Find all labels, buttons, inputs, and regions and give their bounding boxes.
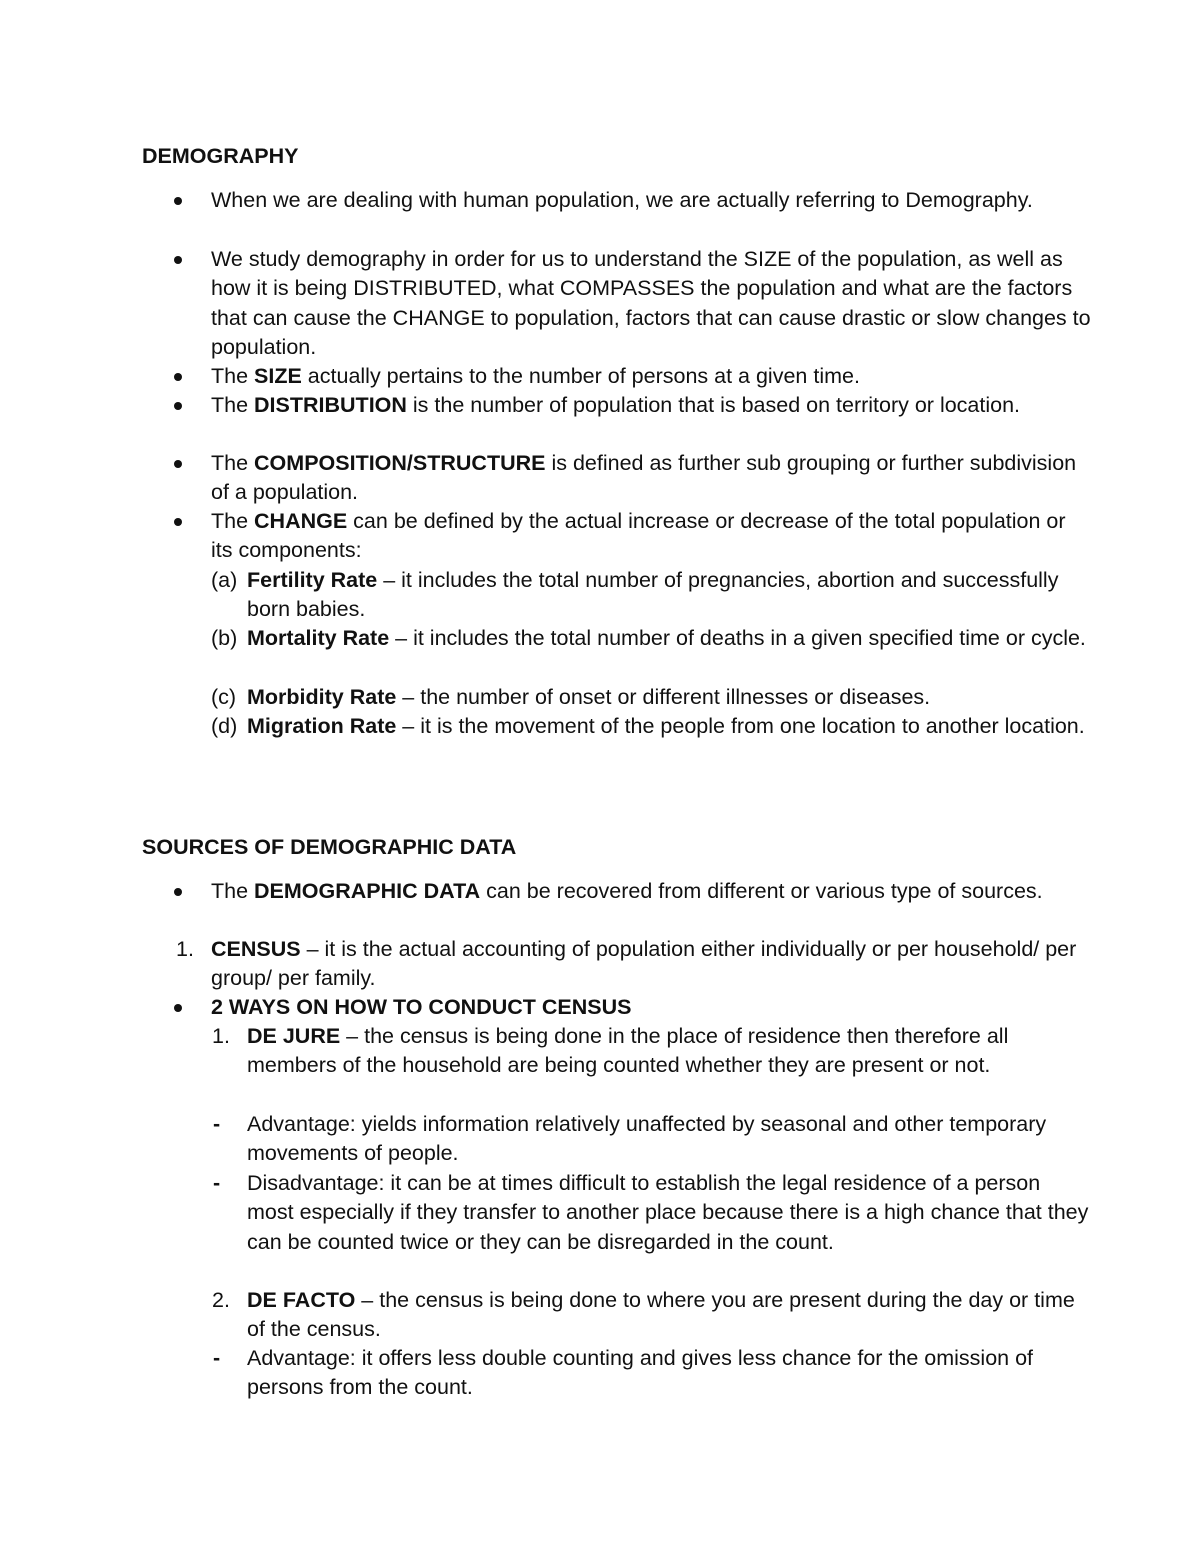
item-text: When we are dealing with human population, we are actually referring to Demography. xyxy=(211,188,1033,212)
item-marker: - xyxy=(213,1171,221,1195)
term-size: SIZE xyxy=(254,364,302,388)
numbered-item xyxy=(212,1286,1092,1345)
list-item xyxy=(211,245,1091,362)
section-title-sources: SOURCES OF DEMOGRAPHIC DATA xyxy=(142,835,517,859)
item-text: – it is the actual accounting of population either individually or per household/ per group/ per family. xyxy=(211,937,1077,991)
bullet-icon xyxy=(174,256,182,264)
item-text: Advantage: it offers less double counting and gives less chance for the omission of persons from the count. xyxy=(247,1346,1034,1400)
list-item xyxy=(211,391,1091,420)
term-distribution: DISTRIBUTION xyxy=(254,393,407,417)
bullet-icon xyxy=(174,402,182,410)
item-text: The xyxy=(211,879,255,903)
bullet-icon xyxy=(174,197,182,205)
term-morbidity-rate: Morbidity Rate xyxy=(247,685,397,709)
numbered-item xyxy=(176,935,1091,994)
list-item xyxy=(211,507,1091,566)
item-marker: 1. xyxy=(176,937,194,961)
item-text: The xyxy=(211,451,255,475)
item-text: – the census is being done in the place of residence then therefore all members of the household are being counted whether they are present or not. xyxy=(247,1024,1009,1078)
term-fertility-rate: Fertility Rate xyxy=(247,568,378,592)
bullet-icon xyxy=(174,888,182,896)
item-marker: (a) xyxy=(211,568,238,592)
dash-item xyxy=(213,1110,1092,1169)
dash-item xyxy=(213,1169,1092,1257)
term-de-jure: DE JURE xyxy=(247,1024,341,1048)
component-item xyxy=(211,683,1092,712)
bullet-icon xyxy=(174,373,182,381)
item-text: Advantage: yields information relatively unaffected by seasonal and other temporary movements of people. xyxy=(247,1112,1047,1166)
component-item xyxy=(211,624,1092,653)
list-item xyxy=(211,186,1091,215)
item-text: – the census is being done to where you are present during the day or time of the census. xyxy=(247,1288,1075,1342)
list-item xyxy=(211,993,1091,1022)
item-text: actually pertains to the number of persons at a given time. xyxy=(301,364,860,388)
item-marker: 2. xyxy=(212,1288,230,1312)
item-text: is defined as further sub grouping or further subdivision of a population. xyxy=(211,451,1077,505)
term-mortality-rate: Mortality Rate xyxy=(247,626,390,650)
item-marker: - xyxy=(213,1346,221,1370)
item-text: is the number of population that is based on territory or location. xyxy=(406,393,1021,417)
component-item xyxy=(211,566,1092,625)
item-text: can be defined by the actual increase or decrease of the total population or its components: xyxy=(211,509,1066,563)
bullet-icon xyxy=(174,1004,182,1012)
item-text: The xyxy=(211,509,255,533)
item-text: We study demography in order for us to understand the SIZE of the population, as well as how it is being DISTRIBUTED, what COMPASSES the population and what are the factors that can cause the CHANGE to population, factors that can cause drastic or slow changes to population. xyxy=(211,247,1091,359)
term-census: CENSUS xyxy=(211,937,301,961)
item-marker: - xyxy=(213,1112,221,1136)
item-marker: (d) xyxy=(211,714,238,738)
term-demographic-data: DEMOGRAPHIC DATA xyxy=(254,879,481,903)
term-change: CHANGE xyxy=(254,509,348,533)
bullet-icon xyxy=(174,518,182,526)
numbered-item xyxy=(212,1022,1092,1081)
item-text: The xyxy=(211,364,255,388)
item-text: – it includes the total number of deaths in a given specified time or cycle. xyxy=(389,626,1086,650)
item-text: Disadvantage: it can be at times difficult to establish the legal residence of a person most especially if they transfer to another place because there is a high chance that they can be counted twice or they can be disregarded in the count. xyxy=(247,1171,1089,1254)
item-text: can be recovered from different or various type of sources. xyxy=(480,879,1043,903)
item-text: The xyxy=(211,393,255,417)
list-item xyxy=(211,449,1091,508)
list-item xyxy=(211,362,1091,391)
section-title-demography: DEMOGRAPHY xyxy=(142,144,299,168)
dash-item xyxy=(213,1344,1092,1403)
term-de-facto: DE FACTO xyxy=(247,1288,356,1312)
item-text: – it is the movement of the people from one location to another location. xyxy=(396,714,1085,738)
component-item xyxy=(211,712,1092,741)
item-marker: 1. xyxy=(212,1024,230,1048)
list-item xyxy=(211,877,1091,906)
term-composition: COMPOSITION/STRUCTURE xyxy=(254,451,546,475)
ways-heading: 2 WAYS ON HOW TO CONDUCT CENSUS xyxy=(211,995,632,1019)
item-text: – it includes the total number of pregnancies, abortion and successfully born babies. xyxy=(247,568,1059,622)
bullet-icon xyxy=(174,460,182,468)
item-text: – the number of onset or different illnesses or diseases. xyxy=(396,685,931,709)
item-marker: (c) xyxy=(211,685,237,709)
term-migration-rate: Migration Rate xyxy=(247,714,397,738)
item-marker: (b) xyxy=(211,626,238,650)
